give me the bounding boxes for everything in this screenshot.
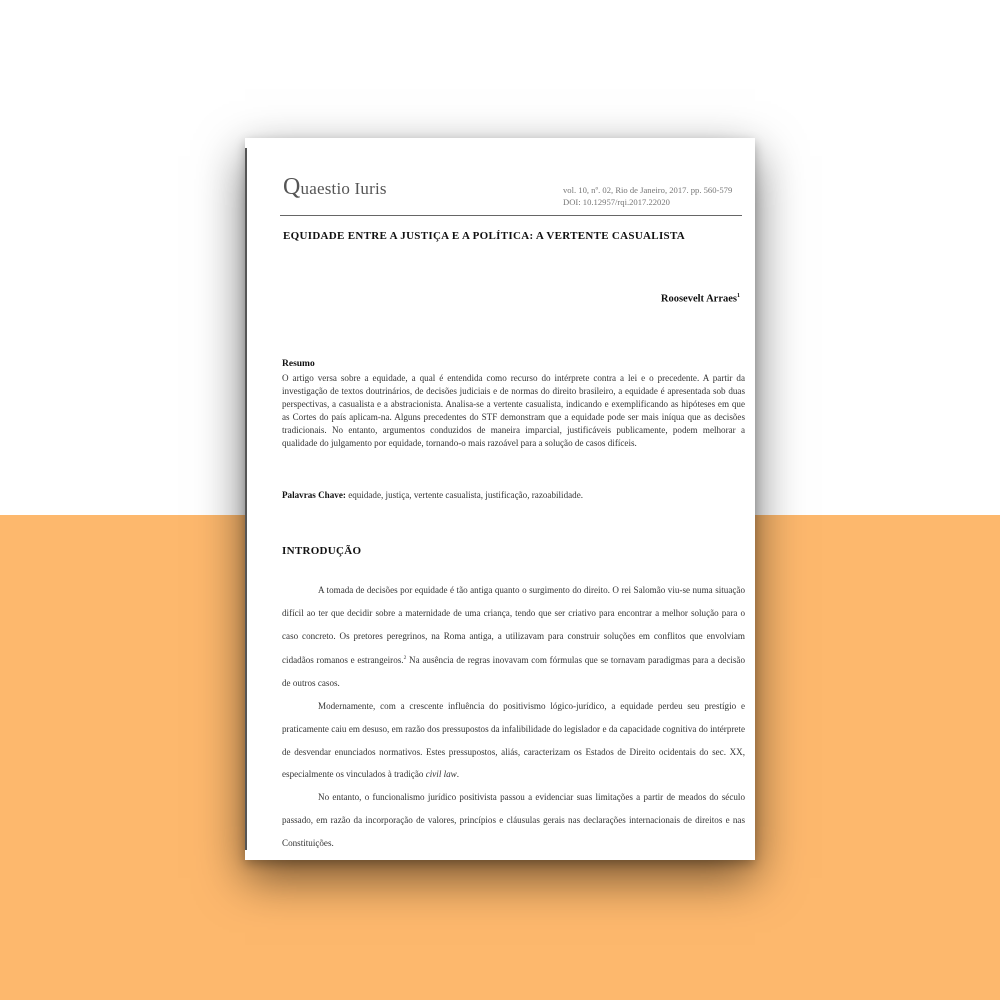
document-page	[245, 138, 755, 860]
journal-volume-info: vol. 10, nº. 02, Rio de Janeiro, 2017. pp. 560-579	[563, 185, 733, 195]
introduction-heading: INTRODUÇÃO	[282, 545, 362, 557]
paragraph-2-text-end: .	[456, 769, 460, 780]
journal-logo-initial: Q	[283, 174, 301, 200]
abstract-heading: Resumo	[282, 359, 315, 369]
paragraph-3: No entanto, o funcionalismo jurídico positivista passou a evidenciar suas limitações a partir de meados do século passado, em razão da incorporação de valores, princípios e cláusulas gerais nas declarações internacionais de direitos e nas Constituições.	[282, 792, 745, 848]
article-author	[661, 293, 740, 305]
paragraph-2-italic: civil law	[425, 769, 457, 780]
journal-logo	[283, 174, 387, 201]
journal-logo-name: uaestio Iuris	[300, 179, 387, 198]
paragraph-1-text-end: Na ausência de regras inovavam com fórmulas que se tornavam paradigmas para a decisão de outros casos.	[282, 655, 746, 689]
header-divider	[280, 215, 742, 216]
journal-doi: DOI: 10.12957/rqi.2017.22020	[563, 197, 670, 207]
paragraph-1	[282, 579, 745, 695]
author-footnote-marker: 1	[737, 293, 740, 299]
article-title: EQUIDADE ENTRE A JUSTIÇA E A POLÍTICA: A VERTENTE CASUALISTA	[283, 230, 686, 242]
author-name: Roosevelt Arraes	[660, 293, 737, 305]
paragraph-1-text: A tomada de decisões por equidade é tão antiga quanto o surgimento do direito. O rei Salomão viu-se numa situação difícil ao ter que decidir sobre a maternidade de uma criança, tendo que ser criativo para encontrar a melhor solução para o caso concreto. Os pretores peregrinos, na Roma antiga, a utilizavam para construir soluções em conflitos que envolviam cidadãos romanos e estrangeiros.	[282, 585, 745, 666]
paragraph-2	[282, 695, 745, 786]
abstract-text: O artigo versa sobre a equidade, a qual é entendida como recurso do intérprete contra a lei e o precedente. A partir da investigação de textos doutrinários, de decisões judiciais e de normas do direito brasileiro, a equidade é apresentada sob duas perspectivas, a casualista e a abstracionista. Analisa-se a vertente casualista, indicando e exemplificando as hipóteses em que as Cortes do país aplicam-na. Alguns precedentes do STF demonstram que a equidade pode ser mais iníqua que as decisões tradicionais. No entanto, argumentos conduzidos de maneira imparcial, justificáveis publicamente, podem melhorar a qualidade do julgamento por equidade, tornando-o mais razoável para a solução de casos difíceis.	[282, 373, 745, 448]
introduction-body	[282, 579, 745, 855]
paragraph-2-text: Modernamente, com a crescente influência do positivismo lógico-jurídico, a equidade perdeu seu prestígio e praticamente caiu em desuso, em razão dos pressupostos da infalibilidade do legislador e da capacidade cognitiva do intérprete de desvendar enunciados normativos. Estes pressupostos, aliás, caracterizam os Estados de Direito ocidentais do sec. XX, especialmente os vinculados à tradição	[282, 701, 745, 780]
footnote-marker-2: 2	[403, 655, 407, 662]
journal-meta	[563, 184, 732, 208]
keywords-text: equidade, justiça, vertente casualista, justificação, razoabilidade.	[348, 490, 584, 500]
keywords-label: Palavras Chave:	[282, 490, 346, 500]
keywords	[282, 490, 745, 500]
